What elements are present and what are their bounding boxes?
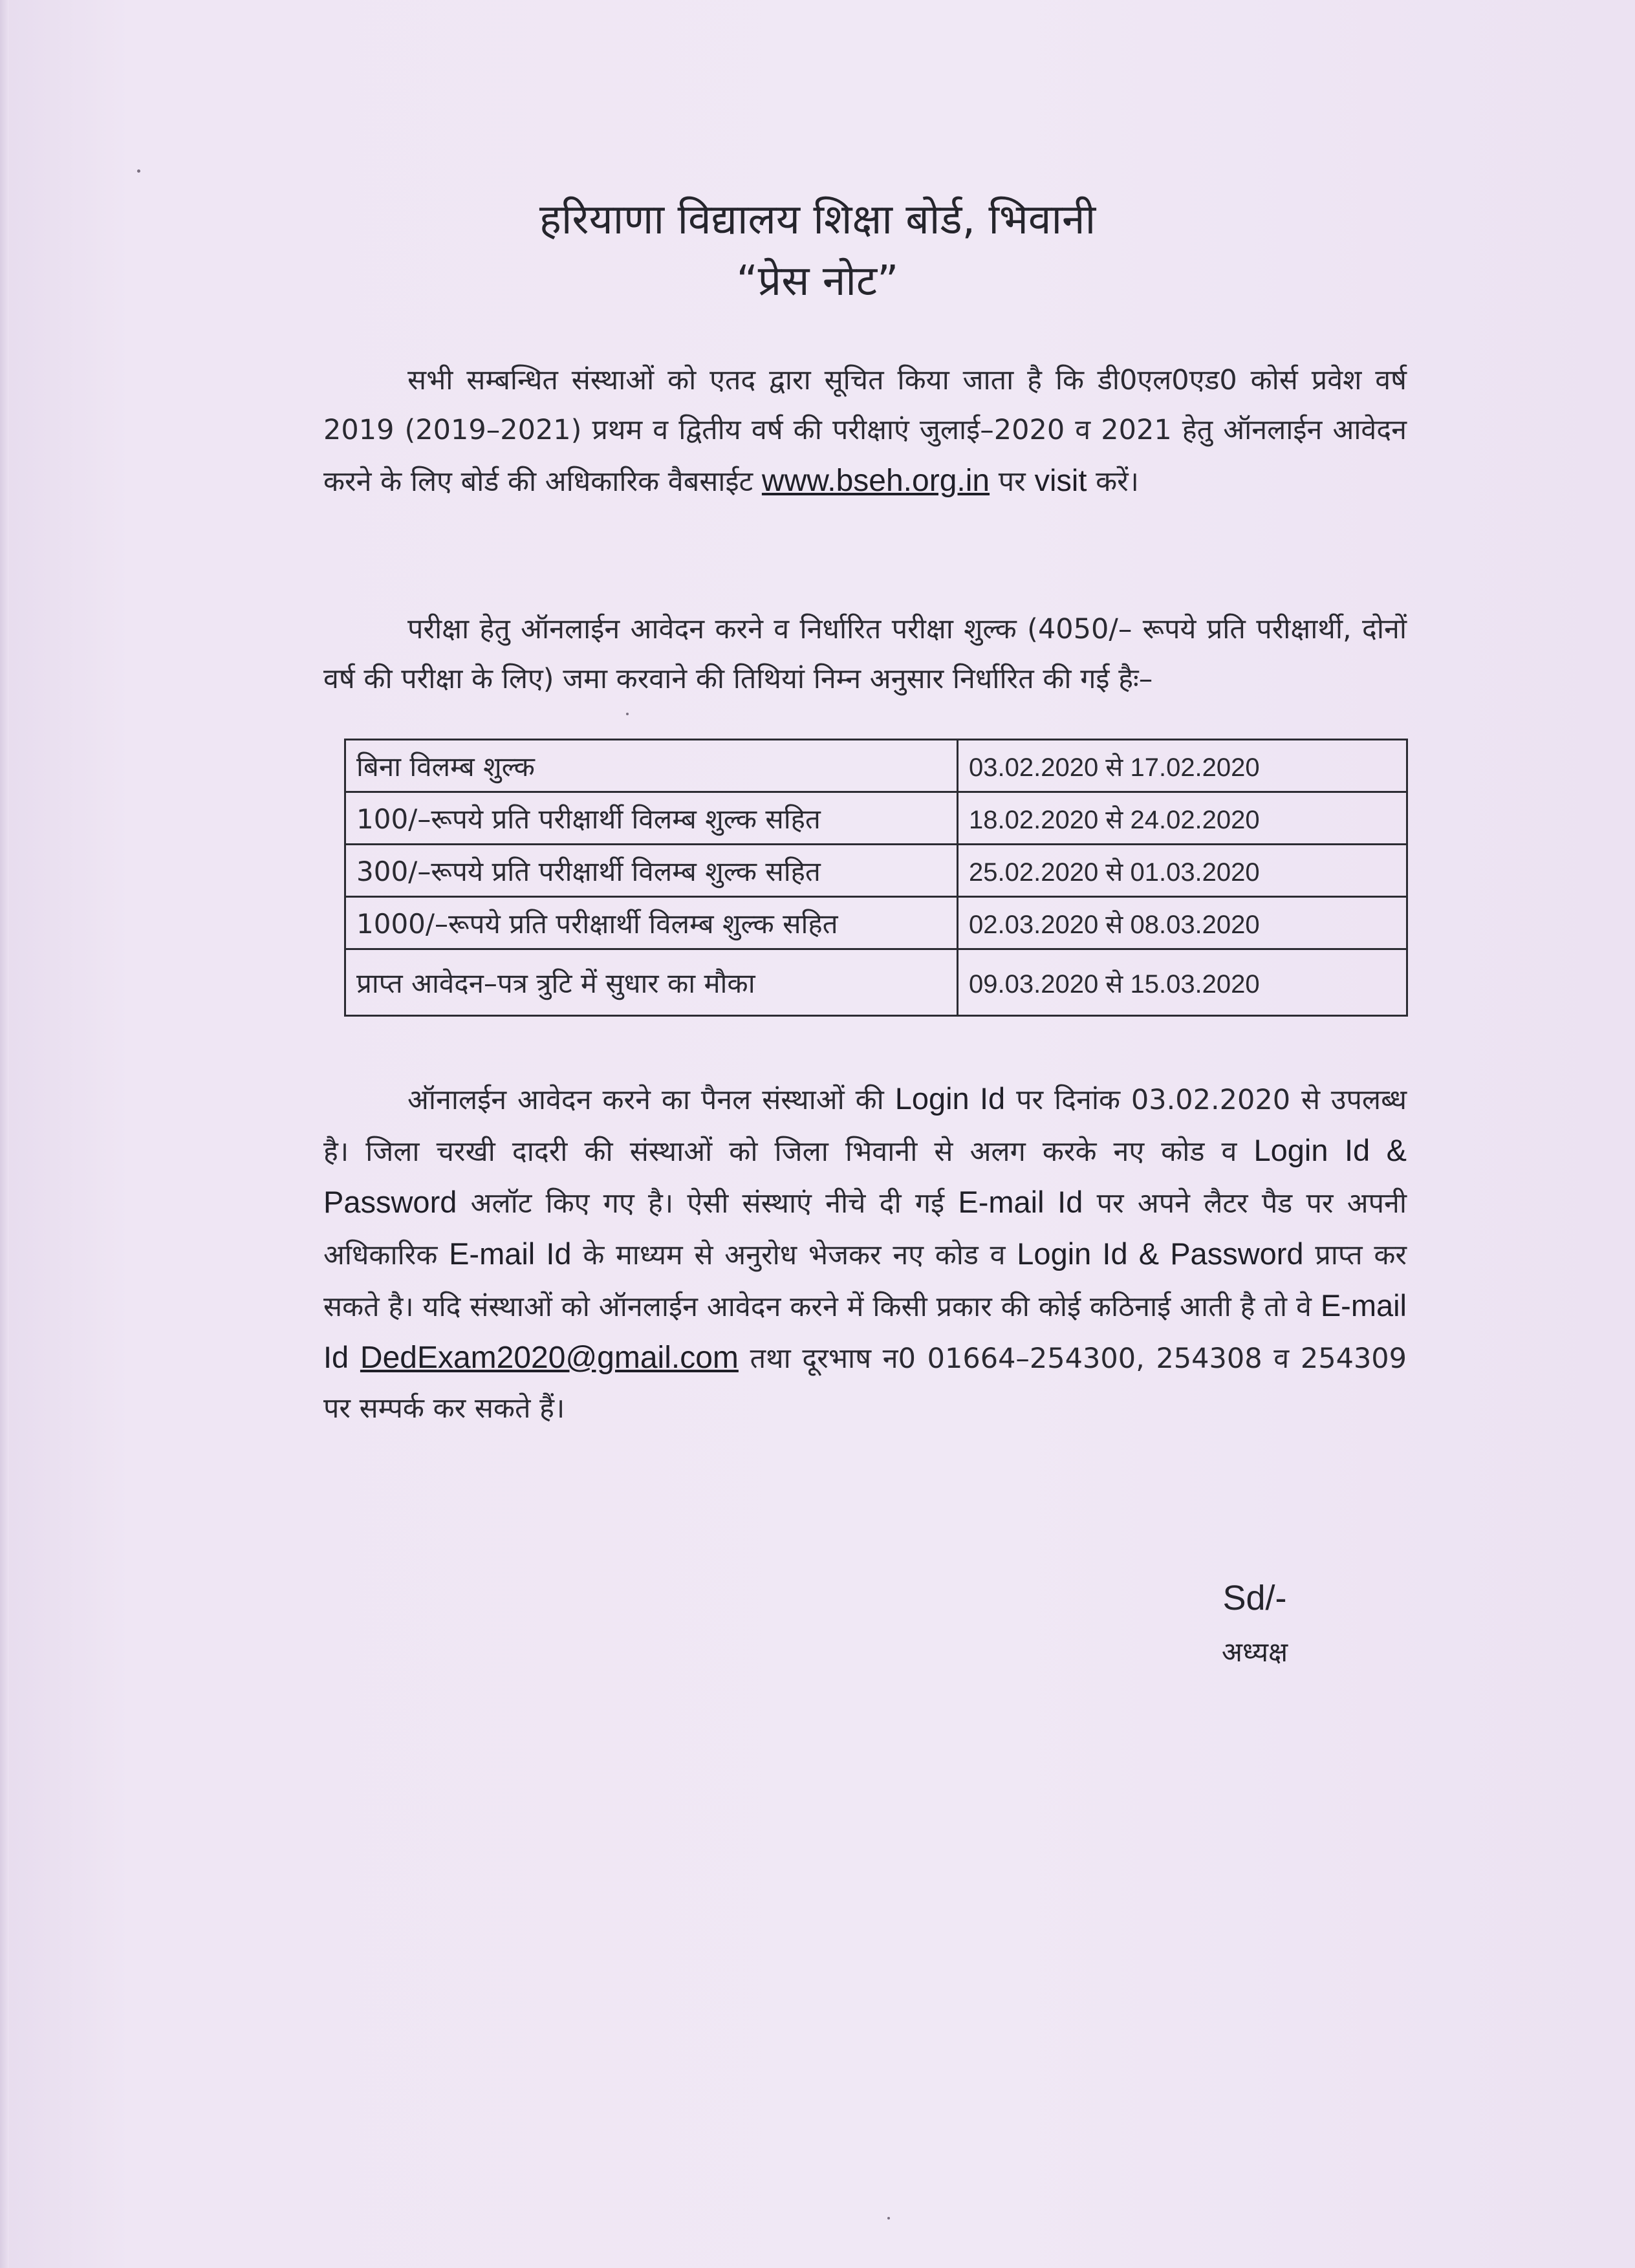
schedule-label: 100/–रूपये प्रति परीक्षार्थी विलम्ब शुल्क सहित xyxy=(345,792,958,845)
login-id-term: Login Id xyxy=(894,1081,1006,1116)
paper-speck xyxy=(626,713,629,715)
table-row xyxy=(345,897,1407,949)
intro-tail-post: करें। xyxy=(1096,466,1139,498)
email-id-term: E-mail Id xyxy=(958,1185,1083,1219)
contact-email-link[interactable]: DedExam2020@gmail.com xyxy=(360,1341,739,1375)
intro-text: सभी सम्बन्धित संस्थाओं को एतद द्वारा सूचित किया जाता है कि डी0एल0एड0 कोर्स प्रवेश वर्ष 2019 (2019–2021) प्रथम व द्वितीय वर्ष की परीक्षाएं जुलाई–2020 व 2021 हेतु ऑनलाईन आवेदन करने के लिए बोर्ड की अधिकारिक वैबसाईट xyxy=(323,364,1407,498)
signature-sd: Sd/- xyxy=(1222,1579,1287,1617)
table-row xyxy=(345,845,1407,897)
email-id-term: E-mail Id xyxy=(449,1237,572,1271)
login-password-term: Login Id & Password xyxy=(323,1133,1407,1219)
table-row xyxy=(345,792,1407,845)
press-note-heading: “प्रेस नोट” xyxy=(736,257,899,305)
schedule-label: 300/–रूपये प्रति परीक्षार्थी विलम्ब शुल्क सहित xyxy=(345,845,958,897)
paper-speck xyxy=(137,169,140,173)
paper-edge-shadow xyxy=(0,0,9,2268)
schedule-table xyxy=(344,739,1408,1017)
intro-paragraph xyxy=(323,356,1407,507)
fee-text: परीक्षा हेतु ऑनलाईन आवेदन करने व निर्धारित परीक्षा शुल्क (4050/– रूपये प्रति परीक्षार्थी, दोनों वर्ष की परीक्षा के लिए) जमा करवाने की तिथियां निम्न अनुसार निर्धारित की गई हैः– xyxy=(323,613,1407,695)
table-row xyxy=(345,949,1407,1016)
login-text-1: ऑनालईन आवेदन करने का पैनल संस्थाओं की xyxy=(407,1084,884,1116)
board-name-heading: हरियाणा विद्यालय शिक्षा बोर्ड, भिवानी xyxy=(539,196,1096,244)
fee-paragraph xyxy=(323,605,1407,704)
visit-word: visit xyxy=(1034,463,1087,497)
schedule-dates: 09.03.2020 से 15.03.2020 xyxy=(958,949,1407,1016)
website-link[interactable]: www.bseh.org.in xyxy=(761,464,990,498)
table-row xyxy=(345,740,1407,792)
login-text-3: अलॉट किए गए है। ऐसी संस्थाएं नीचे दी गई xyxy=(470,1187,945,1220)
login-text-6: प्राप्त कर सकते है। यदि संस्थाओं को ऑनलाईन आवेदन करने में किसी प्रकार की कोई कठिनाई आती है तो वे xyxy=(323,1239,1407,1323)
schedule-dates: 02.03.2020 से 08.03.2020 xyxy=(958,897,1407,949)
schedule-label: 1000/–रूपये प्रति परीक्षार्थी विलम्ब शुल्क सहित xyxy=(345,897,958,949)
intro-tail-pre: पर xyxy=(998,466,1026,498)
schedule-dates: 03.02.2020 से 17.02.2020 xyxy=(958,740,1407,792)
login-text-5: के माध्यम से अनुरोध भेजकर नए कोड व xyxy=(583,1239,1006,1271)
login-password-term: Login Id & Password xyxy=(1017,1237,1304,1271)
email-id-term: E-mail Id xyxy=(323,1288,1407,1374)
schedule-label: प्राप्त आवेदन–पत्र त्रुटि में सुधार का मौका xyxy=(345,949,958,1016)
login-paragraph xyxy=(323,1074,1407,1434)
signature-designation: अध्यक्ष xyxy=(1221,1636,1288,1668)
login-text-2: पर दिनांक 03.02.2020 से उपलब्ध है। जिला चरखी दादरी की संस्थाओं को जिला भिवानी से अलग करके नए कोड व xyxy=(323,1084,1407,1168)
login-text-4: पर अपने लैटर पैड पर अपनी अधिकारिक xyxy=(323,1187,1407,1271)
paper-speck xyxy=(887,2217,890,2219)
schedule-dates: 18.02.2020 से 24.02.2020 xyxy=(958,792,1407,845)
login-text-7: तथा दूरभाष न0 01664–254300, 254308 व 254309 पर सम्पर्क कर सकते हैं। xyxy=(323,1343,1407,1425)
schedule-dates: 25.02.2020 से 01.03.2020 xyxy=(958,845,1407,897)
schedule-label: बिना विलम्ब शुल्क xyxy=(345,740,958,792)
